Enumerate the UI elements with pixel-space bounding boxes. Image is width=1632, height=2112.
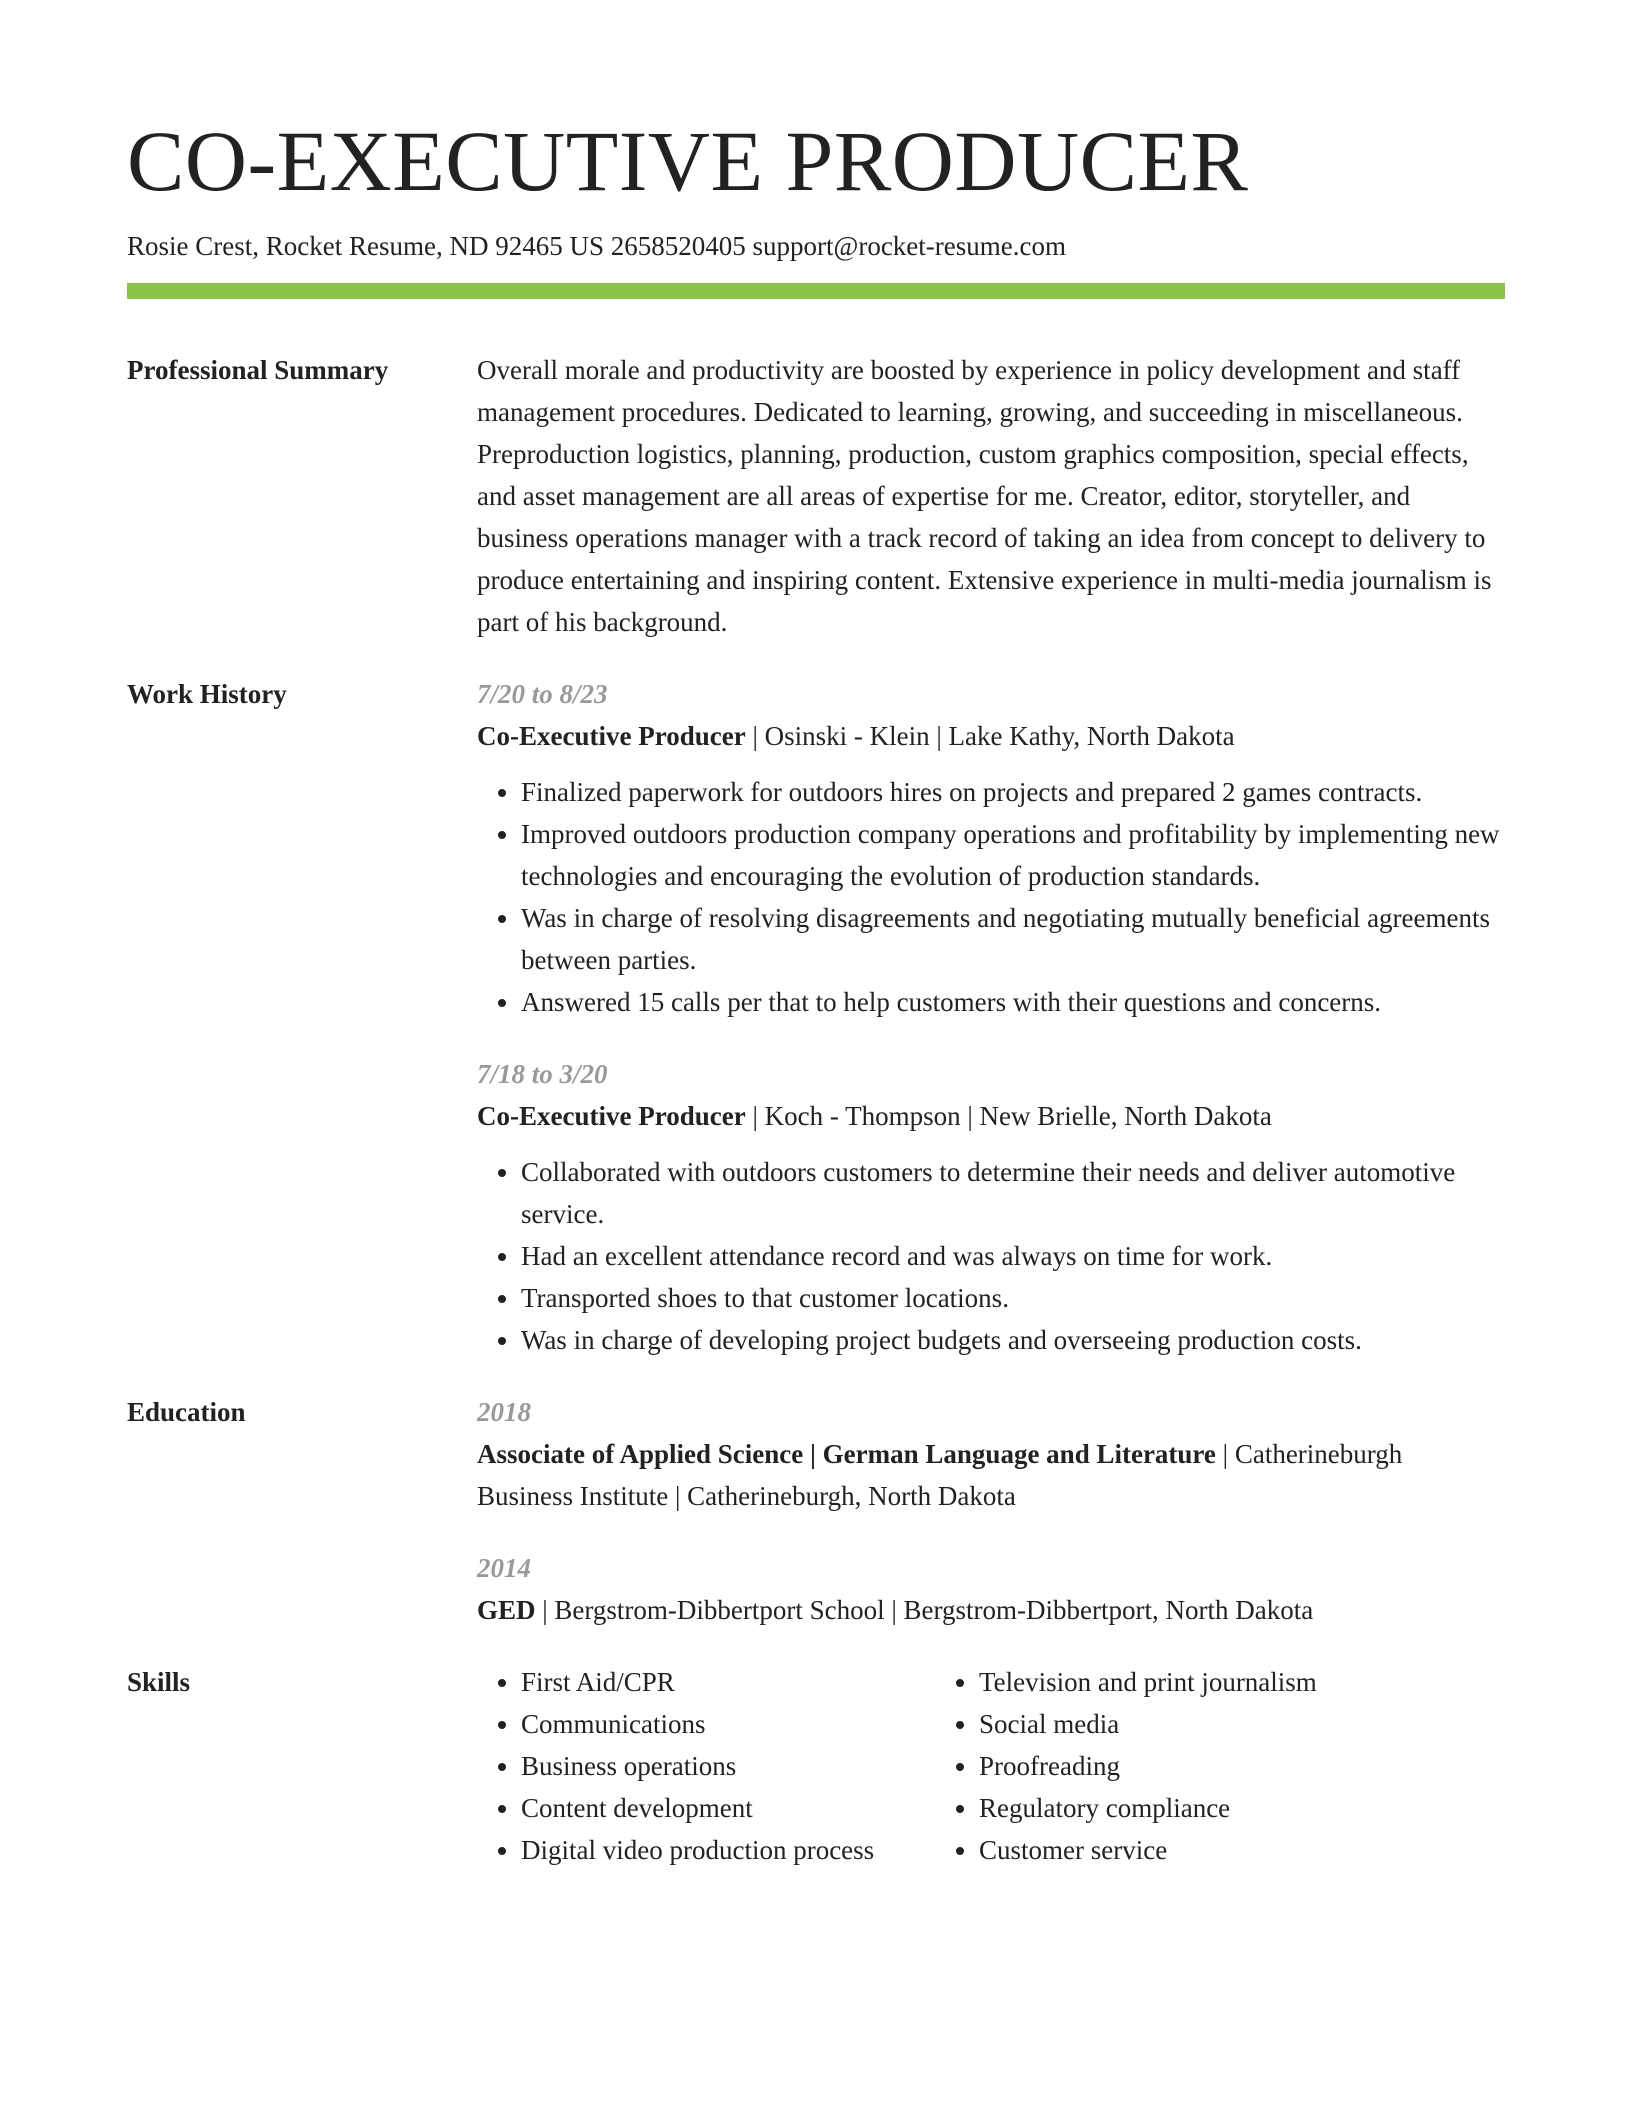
contact-line: Rosie Crest, Rocket Resume, ND 92465 US 2658520405 support@rocket-resume.com xyxy=(127,231,1066,261)
job-bullet: • Was in charge of developing project budgets and overseeing production costs. xyxy=(521,1319,1505,1361)
summary-heading: Professional Summary xyxy=(127,355,389,386)
job-dates: 7/18 to 3/20 xyxy=(477,1059,608,1090)
education-entry xyxy=(477,1391,1505,1517)
skill-item: • Proofreading xyxy=(979,1745,1393,1787)
job-employer-location: | Koch - Thompson | New Brielle, North Dakota xyxy=(745,1101,1272,1132)
skills-grid xyxy=(477,1661,1505,1871)
education-year: 2018 xyxy=(477,1397,531,1428)
job-heading xyxy=(477,715,1505,757)
work-history-heading: Work History xyxy=(127,679,287,710)
skill-item: • First Aid/CPR xyxy=(521,1661,935,1703)
skills-list-right xyxy=(935,1661,1393,1871)
summary-section xyxy=(127,349,1505,643)
accent-divider xyxy=(127,283,1505,299)
skills-body xyxy=(477,1661,1505,1871)
job-bullet: • Collaborated with outdoors customers to determine their needs and deliver automotive service. xyxy=(521,1151,1505,1235)
skill-item: • Communications xyxy=(521,1703,935,1745)
job-bullets xyxy=(477,1151,1505,1361)
skills-heading: Skills xyxy=(127,1667,191,1698)
work-history-section xyxy=(127,673,1505,1361)
skills-section xyxy=(127,1661,1505,1871)
skills-list-left xyxy=(477,1661,935,1871)
education-body xyxy=(477,1391,1505,1631)
education-school-location: | Catherineburgh Business Institute | Catherineburgh, North Dakota xyxy=(477,1439,1403,1512)
job-dates: 7/20 to 8/23 xyxy=(477,679,608,710)
job-bullets xyxy=(477,771,1505,1023)
job-title: Co-Executive Producer xyxy=(477,721,746,752)
education-degree: GED xyxy=(477,1595,536,1626)
skill-item: • Social media xyxy=(979,1703,1393,1745)
education-heading: Education xyxy=(127,1397,246,1428)
skill-item: • Digital video production process xyxy=(521,1829,935,1871)
resume-title: CO-EXECUTIVE PRODUCER xyxy=(127,113,1249,209)
job-entry xyxy=(477,673,1505,1023)
job-bullet: • Improved outdoors production company operations and profitability by implementing new technologies and encouraging the evolution of production standards. xyxy=(521,813,1505,897)
job-bullet: • Finalized paperwork for outdoors hires on projects and prepared 2 games contracts. xyxy=(521,771,1505,813)
job-bullet: • Had an excellent attendance record and was always on time for work. xyxy=(521,1235,1505,1277)
work-history-body xyxy=(477,673,1505,1361)
skill-item: • Regulatory compliance xyxy=(979,1787,1393,1829)
skill-item: • Content development xyxy=(521,1787,935,1829)
summary-text: Overall morale and productivity are boosted by experience in policy development and staff management procedures. Dedicated to learning, growing, and succeeding in miscellaneous. Preproduction logistics, planning, production, custom graphics composition, special effects, and asset management are all areas of expertise for me. Creator, editor, storyteller, and business operations manager with a track record of taking an idea from concept to delivery to produce entertaining and inspiring content. Extensive experience in multi-media journalism is part of his background. xyxy=(477,355,1492,638)
job-employer-location: | Osinski - Klein | Lake Kathy, North Dakota xyxy=(745,721,1235,752)
education-entry xyxy=(477,1547,1505,1631)
skill-item: • Television and print journalism xyxy=(979,1661,1393,1703)
education-section xyxy=(127,1391,1505,1631)
job-entry xyxy=(477,1053,1505,1361)
education-heading-line xyxy=(477,1589,1505,1631)
skill-item: • Business operations xyxy=(521,1745,935,1787)
education-degree: Associate of Applied Science | German Language and Literature xyxy=(477,1439,1216,1470)
job-heading xyxy=(477,1095,1505,1137)
job-title: Co-Executive Producer xyxy=(477,1101,746,1132)
job-bullet: • Was in charge of resolving disagreements and negotiating mutually beneficial agreements between parties. xyxy=(521,897,1505,981)
education-heading-line xyxy=(477,1433,1505,1517)
job-bullet: • Answered 15 calls per that to help customers with their questions and concerns. xyxy=(521,981,1505,1023)
education-year: 2014 xyxy=(477,1553,531,1584)
job-bullet: • Transported shoes to that customer locations. xyxy=(521,1277,1505,1319)
education-school-location: | Bergstrom-Dibbertport School | Bergstrom-Dibbertport, North Dakota xyxy=(535,1595,1314,1626)
skill-item: • Customer service xyxy=(979,1829,1393,1871)
